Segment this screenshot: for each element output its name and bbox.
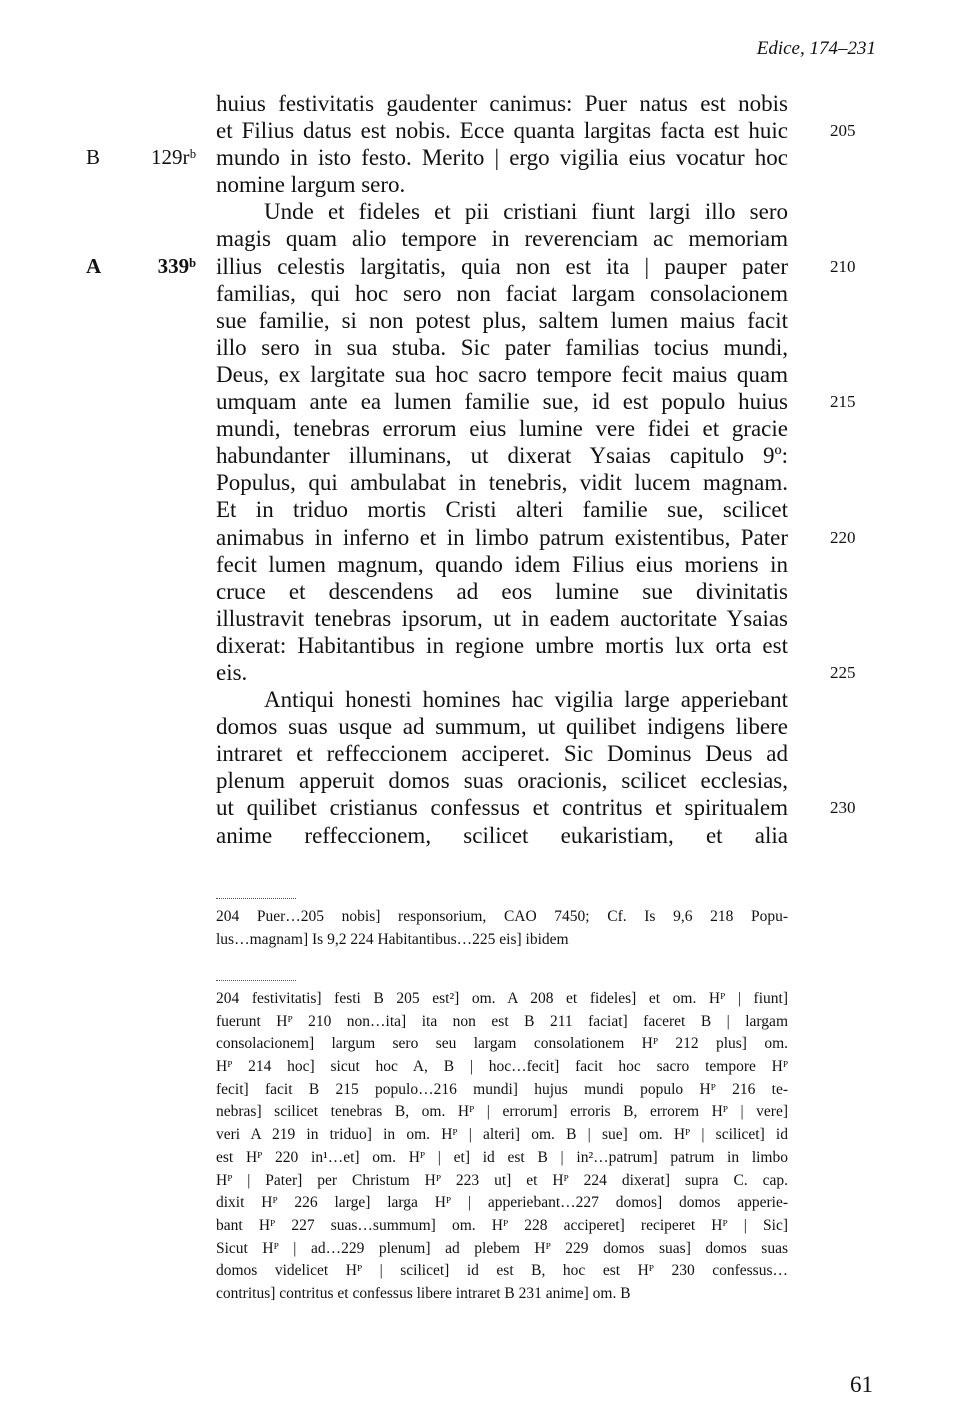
- apparatus-line: Hᴾ 214 hoc] sicut hoc A, B | hoc…fecit] facit hoc sacro tempore Hᴾ: [216, 1058, 788, 1076]
- text-line-content: dixerat: Habitantibus in regione umbre mortis lux orta est: [216, 632, 788, 658]
- text-line-content: fecit lumen magnum, quando idem Filius eius moriens in: [216, 551, 788, 577]
- text-line: [86, 144, 788, 171]
- text-line-content: umquam ante ea lumen familie sue, id est populo huius: [216, 389, 788, 415]
- apparatus-line: fecit] facit B 215 populo…216 mundi] hujus mundi populo Hᴾ 216 te-: [216, 1080, 788, 1098]
- apparatus-line: domos videlicet Hᴾ | scilicet] id est B, hoc est Hᴾ 230 confessus…: [216, 1262, 788, 1280]
- text-line: [216, 767, 788, 794]
- text-line: [216, 496, 788, 523]
- text-line: [216, 822, 788, 849]
- sources-apparatus: [216, 906, 788, 951]
- text-line: [216, 388, 856, 415]
- text-line: [216, 713, 788, 740]
- line-number: 220: [830, 527, 856, 547]
- text-line-content: huius festivitatis gaudenter canimus: Puer natus est nobis: [216, 91, 788, 116]
- text-line-content: mundi, tenebras errorum eius lumine vere fidei et gracie: [216, 416, 788, 442]
- line-number: 230: [830, 798, 856, 818]
- line-number: 210: [830, 256, 856, 276]
- text-line: [216, 605, 788, 632]
- text-line-content: anime reffeccionem, scilicet eukaristiam, et alia: [216, 822, 788, 848]
- running-head: Edice, 174–231: [756, 38, 876, 59]
- apparatus-line: fuerunt Hᴾ 210 non…ita] ita non est B 211 faciat] faceret B | largam: [216, 1012, 788, 1030]
- apparatus-line: nebras] scilicet tenebras B, om. Hᴾ | errorum] erroris B, errorem Hᴾ | vere]: [216, 1103, 788, 1121]
- apparatus-line: lus…magnam] Is 9,2 224 Habitantibus…225 eis] ibidem: [216, 930, 569, 948]
- folio-reference: A 339ᵇ: [86, 253, 196, 278]
- text-line: [216, 551, 788, 578]
- page-number: 61: [850, 1372, 873, 1397]
- apparatus-line: Hᴾ | Pater] per Christum Hᴾ 223 ut] et Hᴾ 224 dixerat] supra C. cap.: [216, 1171, 788, 1189]
- text-line: [216, 280, 788, 307]
- text-line-content: habundanter illuminans, ut dixerat Ysaias capitulo 9º:: [216, 443, 788, 469]
- apparatus-line: dixit Hᴾ 226 large] larga Hᴾ | apperiebant…227 domos] domos apperie-: [216, 1194, 788, 1212]
- apparatus-line: 204 Puer…205 nobis] responsorium, CAO 7450; Cf. Is 9,6 218 Popu-: [216, 908, 788, 925]
- text-line-content: cruce et descendens ad eos lumine sue divinitatis: [216, 578, 788, 604]
- text-line-content: nomine largum sero.: [216, 172, 406, 198]
- text-line-content: et Filius datus est nobis. Ecce quanta largitas facta est huic: [216, 118, 788, 144]
- apparatus-line: veri A 219 in triduo] in om. Hᴾ | alteri] om. B | sue] om. Hᴾ | scilicet] id: [216, 1126, 788, 1144]
- text-line-content: illo sero in sua stuba. Sic pater familias tocius mundi,: [216, 334, 788, 360]
- apparatus-line: consolacionem] largum sero seu largam consolationem Hᴾ 212 plus] om.: [216, 1035, 788, 1053]
- text-line-content: Antiqui honesti homines hac vigilia large apperiebant: [264, 687, 788, 713]
- line-number: 215: [830, 392, 856, 412]
- text-line-content: domos suas usque ad summum, ut quilibet indigens libere: [216, 714, 788, 740]
- apparatus-line: contritus] contritus et confessus libere intraret B 231 anime] om. B: [216, 1284, 631, 1302]
- text-line-content: eis.: [216, 659, 248, 685]
- text-line: [216, 225, 788, 252]
- text-line-content: magis quam alio tempore in reverenciam ac memoriam: [216, 226, 788, 252]
- text-line: [216, 578, 788, 605]
- text-line-content: Et in triduo mortis Cristi alteri familie sue, scilicet: [216, 497, 788, 523]
- text-line: [216, 524, 856, 551]
- text-line-content: familias, qui hoc sero non faciat largam consolacionem: [216, 280, 788, 306]
- apparatus-line: Sicut Hᴾ | ad…229 plenum] ad plebem Hᴾ 229 domos suas] domos suas: [216, 1239, 788, 1257]
- text-line-content: Unde et fideles et pii cristiani fiunt largi illo sero: [264, 199, 788, 225]
- text-line-content: Deus, ex largitate sua hoc sacro tempore fecit maius quam: [216, 361, 788, 387]
- text-line-content: sue familie, si non potest plus, saltem lumen maius facit: [216, 307, 788, 333]
- text-line-content: mundo in isto festo. Merito | ergo vigilia eius vocatur hoc: [216, 145, 788, 171]
- main-text: [86, 90, 856, 849]
- text-line-content: illius celestis largitatis, quia non est ita | pauper pater: [216, 253, 788, 279]
- text-line: [216, 171, 788, 198]
- text-line-content: intraret et reffeccionem acciperet. Sic Dominus Deus ad: [216, 741, 788, 767]
- text-line: [216, 469, 788, 496]
- text-line: [216, 334, 788, 361]
- text-line: [216, 740, 788, 767]
- text-line: [216, 117, 856, 144]
- text-line-content: plenum apperuit domos suas oracionis, scilicet ecclesias,: [216, 768, 788, 794]
- apparatus-separator: [216, 980, 296, 981]
- text-line-content: ut quilibet cristianus confessus et contritus et spiritualem: [216, 795, 788, 821]
- text-line: [86, 253, 856, 280]
- text-line: [216, 632, 788, 659]
- line-number: 225: [830, 662, 856, 682]
- apparatus-separator: [216, 898, 296, 899]
- apparatus-line: est Hᴾ 220 in¹…et] om. Hᴾ | et] id est B | in²…patrum] patrum in limbo: [216, 1148, 788, 1166]
- text-line-content: illustravit tenebras ipsorum, ut in eadem auctoritate Ysaias: [216, 605, 788, 631]
- text-line: [216, 442, 788, 469]
- text-line: [216, 307, 788, 334]
- text-line: [216, 415, 788, 442]
- apparatus-line: 204 festivitatis] festi B 205 est²] om. A 208 et fideles] et om. Hᴾ | fiunt]: [216, 990, 788, 1007]
- apparatus-line: bant Hᴾ 227 suas…summum] om. Hᴾ 228 acciperet] reciperet Hᴾ | Sic]: [216, 1216, 788, 1234]
- text-line: [216, 686, 788, 713]
- text-line: [216, 198, 788, 225]
- text-line: [216, 90, 788, 117]
- folio-reference: B 129rᵇ: [86, 145, 196, 170]
- text-line-content: animabus in inferno et in limbo patrum existentibus, Pater: [216, 524, 788, 550]
- text-line: [216, 659, 856, 686]
- text-line-content: Populus, qui ambulabat in tenebris, vidit lucem magnam.: [216, 470, 788, 496]
- text-line: [216, 361, 788, 388]
- line-number: 205: [830, 121, 856, 141]
- text-line: [216, 794, 856, 821]
- critical-apparatus: [216, 988, 788, 1306]
